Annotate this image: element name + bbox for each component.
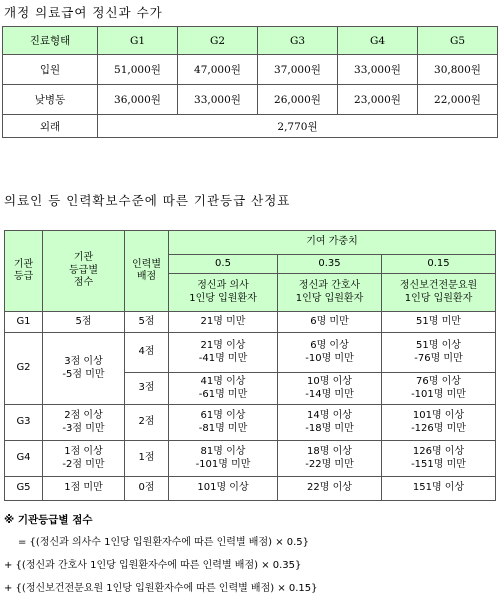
header-cell: G3: [258, 27, 338, 55]
fee-cell: 51,000원: [98, 55, 178, 85]
header-cell: G2: [178, 27, 258, 55]
score-cell: 3점 이상 -5점 미만: [43, 333, 125, 405]
fee-cell: 26,000원: [258, 85, 338, 115]
formula-line: + {(정신과 간호사 1인당 입원환자수에 따른 인력별 배점) × 0.35}: [4, 560, 302, 571]
fee-cell: 36,000원: [98, 85, 178, 115]
value-cell: 22명 이상: [278, 477, 382, 501]
value-cell: 21명 미만: [169, 312, 278, 333]
value-cell: 14명 이상 -18명 미만: [278, 405, 382, 441]
fee-cell: 47,000원: [178, 55, 258, 85]
grade-cell: G1: [5, 312, 43, 333]
value-cell: 101명 이상 -126명 미만: [382, 405, 496, 441]
table-row: [5, 333, 496, 373]
notes: [4, 510, 496, 602]
value-cell: 51명 미만: [382, 312, 496, 333]
row-label: 입원: [3, 55, 98, 85]
value-cell: 51명 이상 -76명 미만: [382, 333, 496, 373]
score-cell: 1점 미만: [43, 477, 125, 501]
table-row: [3, 85, 498, 115]
staff-cell: 0점: [125, 477, 169, 501]
header-cell: 정신과 간호사 1인당 입원환자: [278, 274, 382, 312]
header-cell: 기관 등급: [5, 231, 43, 312]
score-cell: 5점: [43, 312, 125, 333]
fee-cell: 33,000원: [178, 85, 258, 115]
header-cell: 0.35: [278, 255, 382, 274]
grade-cell: G4: [5, 441, 43, 477]
formula-line: + {(정신보건전문요원 1인당 입원환자수에 따른 인력별 배점) × 0.15}: [4, 583, 318, 594]
table-row: [5, 441, 496, 477]
header-cell: 인력별 배점: [125, 231, 169, 312]
grade-table-header-row: [5, 231, 496, 255]
fee-table-header-row: [3, 27, 498, 55]
row-label: 외래: [3, 115, 98, 138]
header-cell: G1: [98, 27, 178, 55]
row-label: 낮병동: [3, 85, 98, 115]
value-cell: 126명 이상 -151명 미만: [382, 441, 496, 477]
table-row: [5, 405, 496, 441]
section2-title: 의료인 등 인력확보수준에 따른 기관등급 산정표: [4, 193, 291, 208]
value-cell: 81명 이상 -101명 미만: [169, 441, 278, 477]
header-cell: 진료형태: [3, 27, 98, 55]
value-cell: 101명 이상: [169, 477, 278, 501]
value-cell: 151명 이상: [382, 477, 496, 501]
grade-cell: G5: [5, 477, 43, 501]
table-row: [3, 55, 498, 85]
fee-cell: 33,000원: [338, 55, 418, 85]
fee-cell: 37,000원: [258, 55, 338, 85]
staff-cell: 2점: [125, 405, 169, 441]
value-cell: 18명 이상 -22명 미만: [278, 441, 382, 477]
section1-title: 개정 의료급여 정신과 수가: [4, 5, 163, 20]
grade-cell: G3: [5, 405, 43, 441]
value-cell: 41명 이상 -61명 미만: [169, 373, 278, 405]
staff-cell: 4점: [125, 333, 169, 373]
score-cell: 1점 이상 -2점 미만: [43, 441, 125, 477]
grade-table: [4, 230, 496, 501]
formula-line: = {(정신과 의사수 1인당 입원환자수에 따른 인력별 배점) × 0.5}: [18, 537, 310, 548]
staff-cell: 3점: [125, 373, 169, 405]
value-cell: 76명 이상 -101명 미만: [382, 373, 496, 405]
header-cell: G4: [338, 27, 418, 55]
value-cell: 21명 이상 -41명 미만: [169, 333, 278, 373]
table-row: [5, 477, 496, 501]
fee-cell: 22,000원: [418, 85, 498, 115]
table-row: [3, 115, 498, 138]
header-cell: 정신보건전문요원 1인당 입원환자: [382, 274, 496, 312]
table-row: [5, 312, 496, 333]
fee-cell: 30,800원: [418, 55, 498, 85]
header-cell: 0.5: [169, 255, 278, 274]
staff-cell: 5점: [125, 312, 169, 333]
header-cell: G5: [418, 27, 498, 55]
fee-table: [2, 26, 498, 138]
staff-cell: 1점: [125, 441, 169, 477]
value-cell: 10명 이상 -14명 미만: [278, 373, 382, 405]
value-cell: 61명 이상 -81명 미만: [169, 405, 278, 441]
header-cell: 정신과 의사 1인당 입원환자: [169, 274, 278, 312]
value-cell: 6명 이상 -10명 미만: [278, 333, 382, 373]
fee-cell: 2,770원: [98, 115, 498, 138]
score-cell: 2점 이상 -3점 미만: [43, 405, 125, 441]
notes-heading: ※ 기관등급별 점수: [4, 514, 93, 526]
header-cell: 기관 등급별 점수: [43, 231, 125, 312]
header-cell: 기여 가중치: [169, 231, 496, 255]
value-cell: 6명 미만: [278, 312, 382, 333]
grade-cell: G2: [5, 333, 43, 405]
header-cell: 0.15: [382, 255, 496, 274]
fee-cell: 23,000원: [338, 85, 418, 115]
